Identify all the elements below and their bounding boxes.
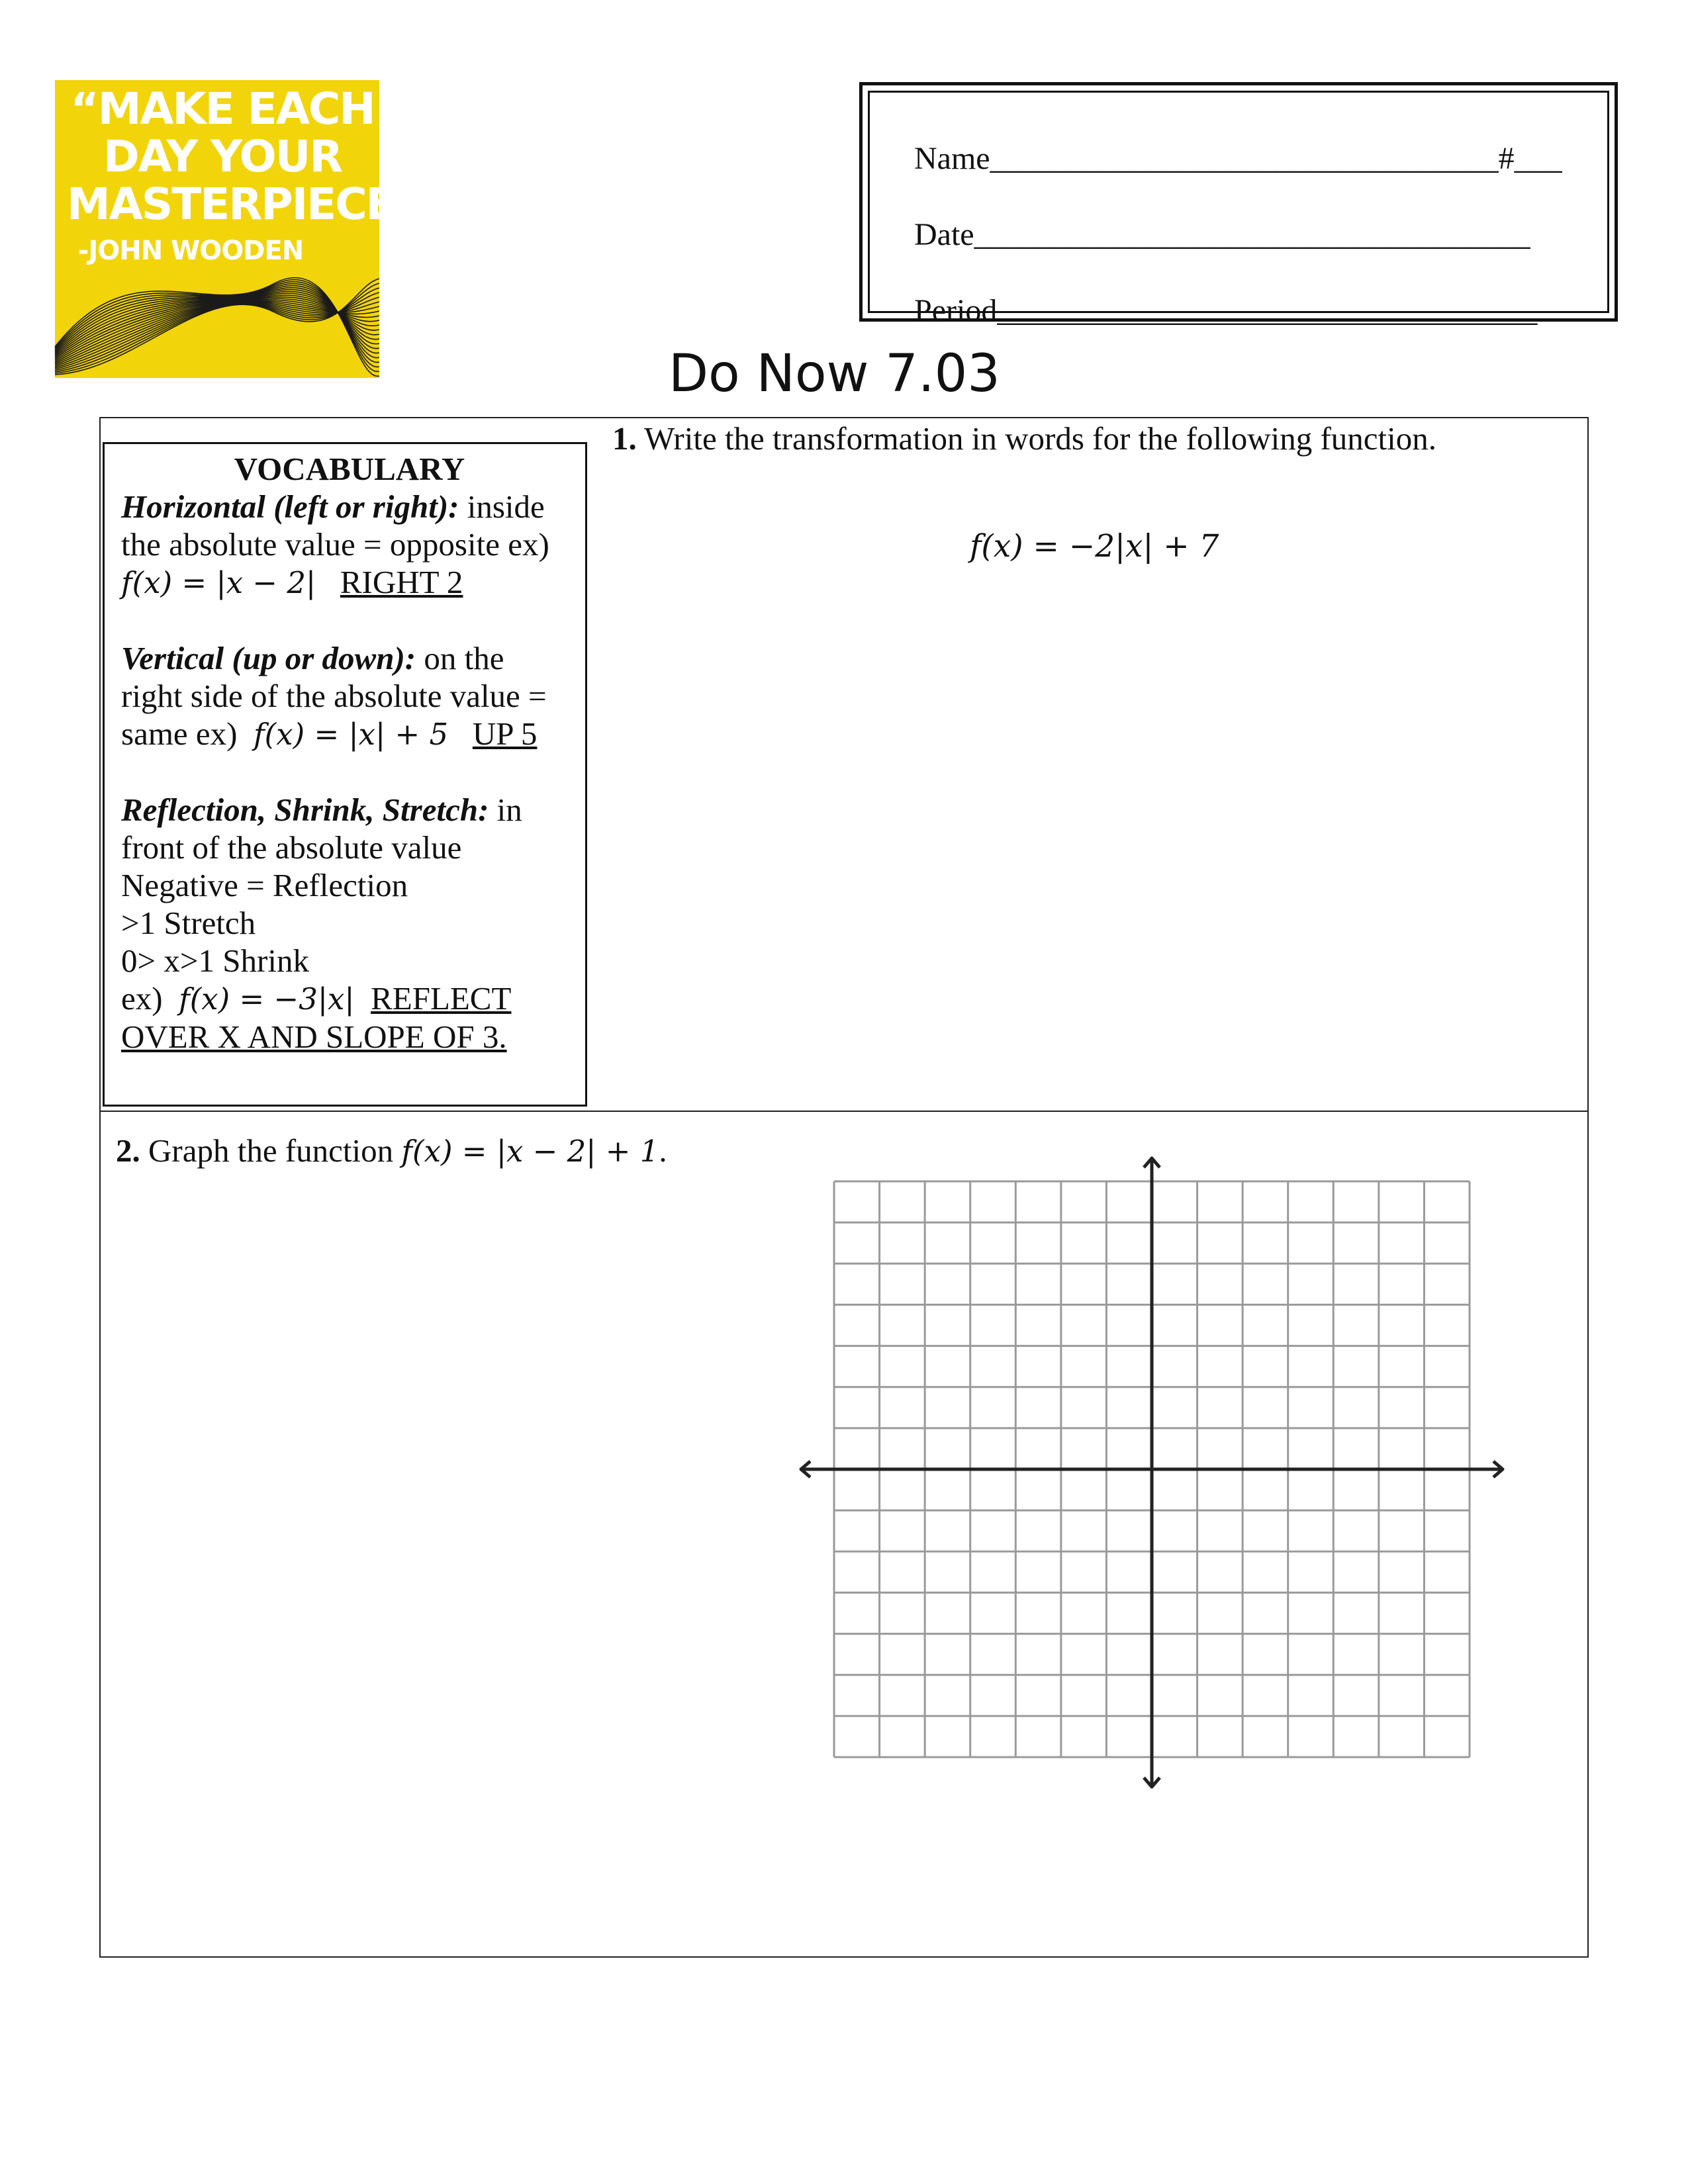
period-label: Period (914, 293, 998, 328)
reflection-example-prefix: ex) (121, 980, 179, 1017)
reflection-example-answer-1: REFLECT (371, 980, 512, 1017)
vertical-example-answer: UP 5 (472, 715, 538, 752)
question-2 (116, 1132, 667, 1170)
shrink-rule: 0> x>1 Shrink (121, 942, 309, 979)
name-label: Name (914, 141, 990, 176)
question-2-equation: f(x) = |x − 2| + 1 (401, 1134, 659, 1169)
number-blank[interactable]: ___ (1514, 141, 1562, 176)
vertical-term: Vertical (up or down): (121, 640, 416, 676)
poster-quote-line: MASTERPIECE.” (67, 179, 438, 230)
question-1 (612, 420, 1436, 457)
reflection-desc-line: front of the absolute value (121, 829, 462, 866)
reflection-definition (121, 791, 578, 829)
poster-quote-line: DAY YOUR (103, 131, 342, 182)
axes (801, 1158, 1503, 1787)
question-1-text: Write the transformation in words for the following function. (636, 420, 1437, 457)
name-blank[interactable]: ________________________________ (990, 141, 1499, 176)
reflection-term: Reflection, Shrink, Stretch: (121, 792, 489, 828)
poster-quote-line: “MAKE EACH (70, 83, 375, 134)
vertical-example (121, 715, 578, 753)
coordinate-grid[interactable] (794, 1155, 1483, 1790)
reflection-rule: Negative = Reflection (121, 867, 408, 903)
horizontal-desc: inside (459, 488, 545, 525)
horizontal-example-answer: RIGHT 2 (340, 564, 463, 600)
question-1-equation: f(x) = −2|x| + 7 (970, 528, 1219, 565)
horizontal-desc-line: the absolute value = opposite ex) (121, 526, 549, 563)
vertical-desc: on the (416, 640, 504, 676)
horizontal-example (121, 563, 578, 602)
horizontal-definition (121, 488, 578, 525)
date-label: Date (914, 217, 974, 252)
horizontal-term: Horizontal (left or right): (121, 488, 459, 525)
page-title: Do Now 7.03 (669, 344, 1000, 404)
date-blank[interactable]: ___________________________________ (974, 217, 1530, 252)
reflection-example-answer-2: OVER X AND SLOPE OF 3. (121, 1019, 507, 1055)
question-2-text: Graph the function (140, 1132, 402, 1169)
vertical-example-equation: f(x) = |x| + 5 (254, 717, 449, 752)
reflection-example (121, 979, 578, 1018)
reflection-desc: in (489, 792, 522, 828)
vocabulary-content (121, 450, 578, 1056)
horizontal-example-equation: f(x) = |x − 2| (121, 565, 316, 600)
row-divider (99, 1111, 1589, 1112)
period-blank[interactable]: __________________________________ (997, 293, 1538, 328)
poster-author: -JOHN WOODEN (77, 236, 304, 266)
vertical-desc-line: right side of the absolute value = (121, 678, 547, 714)
vertical-definition (121, 639, 578, 677)
vertical-example-prefix: same ex) (121, 715, 254, 752)
question-1-number: 1. (612, 420, 637, 457)
poster-quote (67, 83, 438, 230)
number-label: # (1498, 141, 1515, 176)
stretch-rule: >1 Stretch (121, 905, 256, 941)
student-info-box (859, 82, 1618, 328)
vocabulary-heading: VOCABULARY (234, 451, 465, 487)
question-2-suffix: . (659, 1132, 667, 1169)
reflection-example-equation: f(x) = −3|x| (179, 981, 355, 1017)
quote-poster (55, 80, 438, 378)
question-2-number: 2. (116, 1132, 140, 1169)
